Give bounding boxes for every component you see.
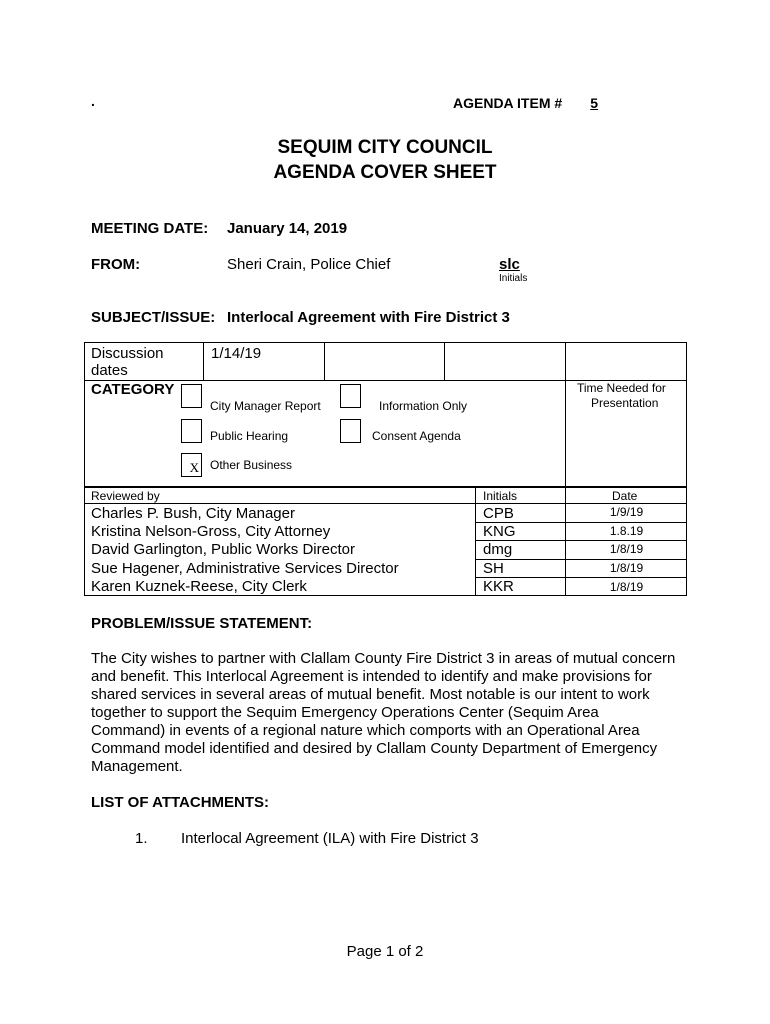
- other-business-check-mark: X: [189, 460, 199, 475]
- page-number: Page 1 of 2: [346, 943, 424, 960]
- category-table: [84, 342, 687, 487]
- consent-agenda-checkbox[interactable]: [340, 419, 361, 443]
- subject-label: SUBJECT/ISSUE:: [91, 309, 216, 326]
- consent-agenda-label: Consent Agenda: [372, 429, 461, 443]
- attachment-link[interactable]: Interlocal Agreement (ILA) with Fire District 3: [181, 830, 479, 847]
- problem-line: shared services in several areas of mutual benefit. Most notable is our intent to work: [91, 686, 650, 703]
- table-divider: [84, 503, 687, 504]
- reviewer-initials: CPB: [483, 505, 514, 522]
- table-divider: [324, 342, 325, 380]
- category-label: CATEGORY: [91, 381, 175, 398]
- agenda-item-label-text: AGENDA ITEM #: [453, 95, 563, 111]
- meeting-date-value: January 14, 2019: [227, 220, 348, 237]
- agenda-item-number: 5: [590, 95, 599, 111]
- reviewer-name: Kristina Nelson-Gross, City Attorney: [91, 523, 331, 540]
- time-needed-label: Time Needed for: [577, 381, 666, 395]
- problem-line: and benefit. This Interlocal Agreement is intended to identify and make provisions for: [91, 668, 652, 685]
- discussion-label: Discussion: [91, 345, 164, 362]
- discussion-date: 1/14/19: [211, 345, 262, 362]
- page-title-line2: AGENDA COVER SHEET: [273, 162, 497, 183]
- table-divider: [475, 559, 687, 560]
- table-divider: [444, 342, 445, 380]
- city-manager-report-label: City Manager Report: [210, 399, 321, 413]
- problem-line: The City wishes to partner with Clallam County Fire District 3 in areas of mutual concern: [91, 650, 676, 667]
- other-business-checkbox[interactable]: [181, 453, 202, 477]
- subject-value: Interlocal Agreement with Fire District 3: [227, 309, 510, 326]
- reviewer-initials: KKR: [483, 578, 514, 595]
- review-date: 1/8/19: [609, 561, 644, 575]
- review-date: 1.8.19: [609, 524, 644, 538]
- header-dot: .: [91, 93, 95, 109]
- city-manager-report-checkbox[interactable]: [181, 384, 202, 408]
- page-title-line1: SEQUIM CITY COUNCIL: [277, 137, 493, 158]
- from-value: Sheri Crain, Police Chief: [227, 256, 391, 273]
- agenda-item-label: [453, 95, 626, 111]
- public-hearing-checkbox[interactable]: [181, 419, 202, 443]
- reviewer-name: David Garlington, Public Works Director: [91, 541, 355, 558]
- initials-header: Initials: [483, 489, 518, 503]
- review-date: 1/8/19: [609, 542, 644, 556]
- problem-line: together to support the Sequim Emergency Operations Center (Sequim Area: [91, 704, 599, 721]
- reviewer-name: Karen Kuznek-Reese, City Clerk: [91, 578, 307, 595]
- problem-heading: PROBLEM/ISSUE STATEMENT:: [91, 615, 313, 632]
- reviewed-by-header: Reviewed by: [91, 489, 160, 503]
- problem-line: Management.: [91, 758, 183, 775]
- reviewer-name: Charles P. Bush, City Manager: [91, 505, 295, 522]
- problem-line: Command model identified and desired by Clallam County Department of Emergency: [91, 740, 658, 757]
- time-needed-label-2: Presentation: [591, 396, 659, 410]
- reviewer-name: Sue Hagener, Administrative Services Director: [91, 560, 399, 577]
- discussion-label-2: dates: [91, 362, 128, 379]
- table-divider: [565, 342, 566, 487]
- meeting-date-label: MEETING DATE:: [91, 220, 209, 237]
- initials-label: Initials: [499, 273, 528, 284]
- from-label: FROM:: [91, 256, 141, 273]
- initials-value: slc: [499, 256, 520, 273]
- information-only-label: Information Only: [379, 399, 468, 413]
- table-divider: [203, 342, 204, 380]
- reviewer-initials: KNG: [483, 523, 516, 540]
- information-only-checkbox[interactable]: [340, 384, 361, 408]
- attachments-heading: LIST OF ATTACHMENTS:: [91, 794, 270, 811]
- reviewer-initials: SH: [483, 560, 504, 577]
- problem-line: Command) in events of a regional nature which comports with an Operational Area: [91, 722, 640, 739]
- reviewer-initials: dmg: [483, 541, 513, 558]
- date-header: Date: [612, 489, 638, 503]
- other-business-label: Other Business: [210, 458, 293, 472]
- review-date: 1/9/19: [609, 505, 644, 519]
- public-hearing-label: Public Hearing: [210, 429, 289, 443]
- review-date: 1/8/19: [609, 580, 644, 594]
- problem-paragraph: [91, 650, 691, 776]
- attachment-number: 1.: [135, 830, 148, 847]
